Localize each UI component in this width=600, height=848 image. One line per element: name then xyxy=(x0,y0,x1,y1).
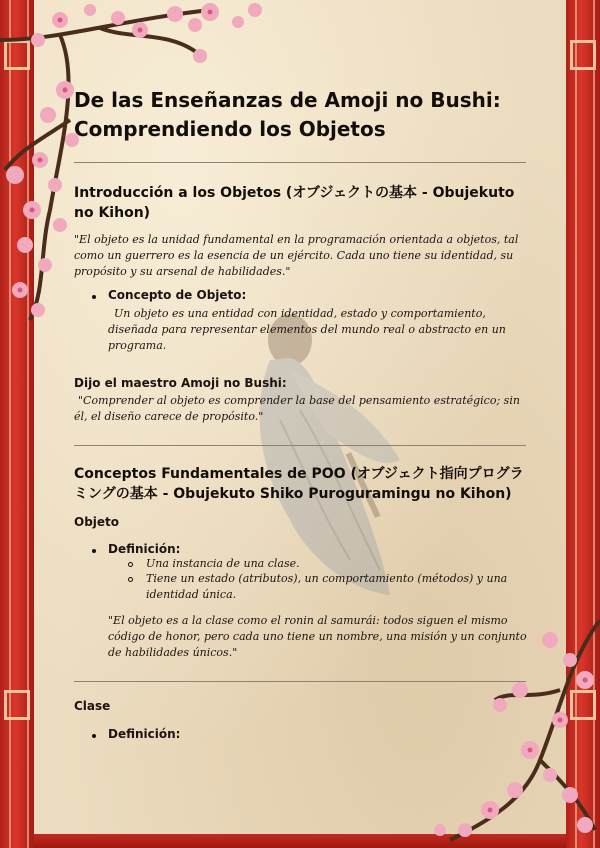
bullet xyxy=(92,549,96,553)
objeto-quote: "El objeto es a la clase como el ronin al samurái: todos siguen el mismo código de honor, pero cada uno tiene un nombre, una misión y un conjunto de habilidades únicos." xyxy=(108,614,527,659)
bullet xyxy=(92,295,96,299)
divider xyxy=(74,162,526,163)
divider xyxy=(74,445,526,446)
section-heading-conceptos: Conceptos Fundamentales de POO (オブジェクト指向プログラミングの基本 - Obujekuto Shiko Puroguramingu no Kihon) xyxy=(74,466,524,502)
section-heading-introduccion: Introducción a los Objetos (オブジェクトの基本 - Obujekuto no Kihon) xyxy=(74,185,515,221)
subsection-objeto: Objeto xyxy=(74,515,120,529)
master-quote: "Comprender al objeto es comprender la base del pensamiento estratégico; sin él, el diseño carece de propósito." xyxy=(74,394,520,423)
objeto-definition-label: Definición: xyxy=(108,542,181,556)
sub-bullet xyxy=(128,577,133,582)
cherry-blossom-branch-top xyxy=(0,0,330,330)
page-title: De las Enseñanzas de Amoji no Bushi: Comprendiendo los Objetos xyxy=(74,88,501,141)
border-ornament xyxy=(4,690,30,720)
sub-bullet xyxy=(128,562,133,567)
concept-label: Concepto de Objeto: xyxy=(108,288,247,302)
master-label: Dijo el maestro Amoji no Bushi: xyxy=(74,376,287,390)
divider xyxy=(74,681,526,682)
intro-quote: "El objeto es la unidad fundamental en la programación orientada a objetos, tal como un guerrero es la esencia de un ejército. Cada uno tiene su identidad, su propósito y su arsenal de habilidades." xyxy=(74,233,519,278)
border-ornament xyxy=(570,40,596,70)
subsection-clase: Clase xyxy=(74,699,111,713)
bullet xyxy=(92,734,96,738)
objeto-point-1: Una instancia de una clase. xyxy=(146,557,300,570)
concept-text: Un objeto es una entidad con identidad, estado y comportamiento, diseñada para representar elementos del mundo real o abstracto en un programa. xyxy=(108,307,506,352)
clase-definition-label: Definición: xyxy=(108,727,181,741)
objeto-point-2: Tiene un estado (atributos), un comportamiento (métodos) y una identidad única. xyxy=(146,572,508,601)
